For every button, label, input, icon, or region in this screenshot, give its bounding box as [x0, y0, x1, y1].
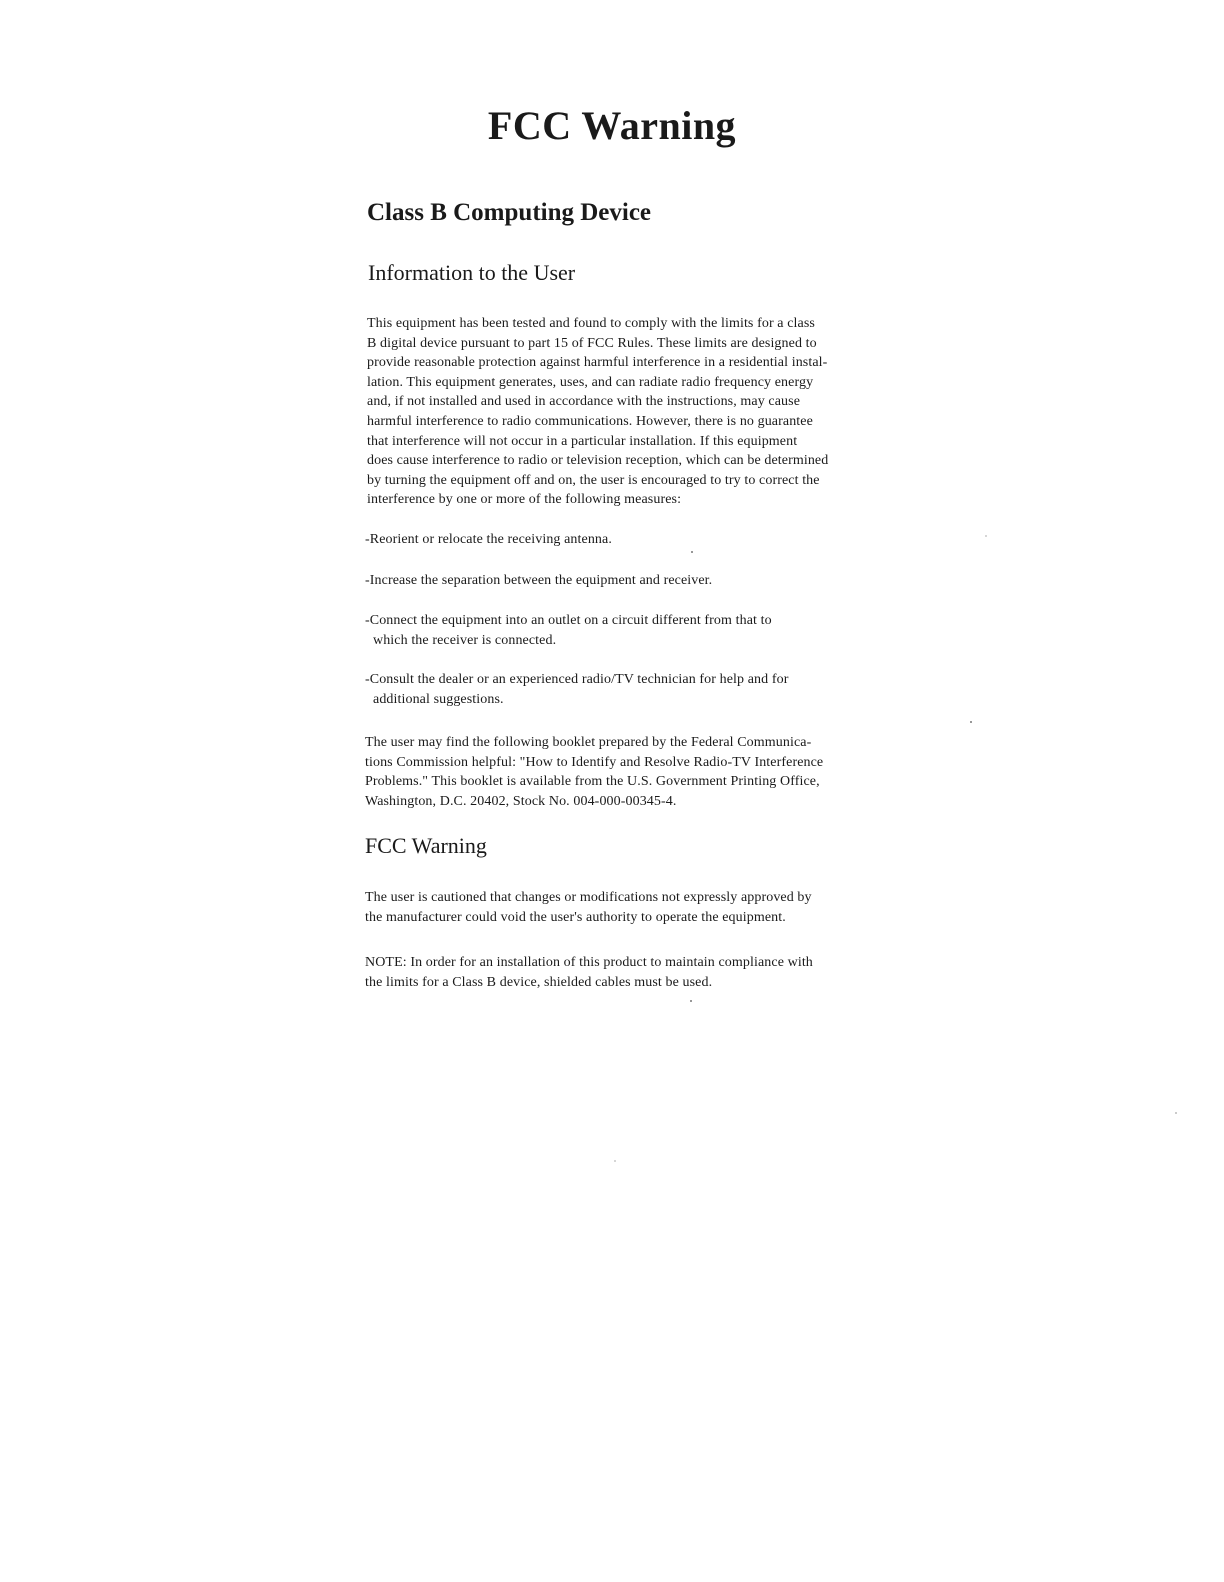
intro-line: lation. This equipment generates, uses, and can radiate radio frequency energy — [367, 374, 814, 390]
measure-consult-line: additional suggestions. — [373, 691, 504, 707]
intro-line: This equipment has been tested and found to comply with the limits for a class — [367, 316, 815, 331]
caution-line: The user is cautioned that changes or modifications not expressly approved by — [365, 890, 812, 905]
note-line: the limits for a Class B device, shielded cables must be used. — [365, 974, 713, 990]
intro-line: that interference will not occur in a particular installation. If this equipment — [367, 433, 798, 449]
measure-connect-line: -Connect the equipment into an outlet on a circuit different from that to — [365, 613, 772, 628]
measure-increase-separation: -Increase the separation between the equipment and receiver. — [365, 573, 713, 588]
scan-speck — [690, 1000, 692, 1002]
subheading-information-to-user: Information to the User — [368, 260, 576, 285]
note-paragraph — [365, 953, 925, 992]
measure-reorient: -Reorient or relocate the receiving antenna. — [365, 532, 612, 547]
intro-line: does cause interference to radio or television reception, which can be determined — [367, 453, 829, 469]
booklet-line: tions Commission helpful: "How to Identify and Resolve Radio-TV Interference — [365, 754, 824, 770]
measure-consult-dealer — [365, 670, 925, 709]
booklet-line: The user may find the following booklet prepared by the Federal Communica- — [365, 735, 812, 750]
intro-line: provide reasonable protection against harmful interference in a residential instal- — [367, 355, 828, 371]
booklet-paragraph — [365, 733, 925, 811]
intro-line: B digital device pursuant to part 15 of FCC Rules. These limits are designed to — [367, 335, 817, 351]
scan-speck — [691, 551, 693, 553]
subheading-fcc-warning: FCC Warning — [365, 833, 487, 858]
scan-speck — [614, 1160, 616, 1162]
scan-speck — [1175, 1112, 1177, 1114]
measure-consult-line: -Consult the dealer or an experienced radio/TV technician for help and for — [365, 672, 789, 687]
scan-speck — [985, 535, 987, 537]
intro-line: interference by one or more of the following measures: — [367, 492, 682, 508]
scan-speck — [970, 721, 972, 723]
booklet-line: Washington, D.C. 20402, Stock No. 004-000-00345-4. — [365, 793, 677, 809]
page-title: FCC Warning — [487, 103, 737, 148]
intro-line: and, if not installed and used in accordance with the instructions, may cause — [367, 394, 801, 410]
intro-line: harmful interference to radio communications. However, there is no guarantee — [367, 413, 813, 429]
measure-connect-outlet — [365, 611, 925, 650]
intro-paragraph — [367, 314, 927, 510]
booklet-line: Problems." This booklet is available from the U.S. Government Printing Office, — [365, 774, 820, 790]
measure-connect-line: which the receiver is connected. — [373, 632, 557, 648]
intro-line: by turning the equipment off and on, the user is encouraged to try to correct the — [367, 472, 820, 488]
caution-paragraph — [365, 888, 925, 927]
section-heading-class-b: Class B Computing Device — [367, 199, 652, 226]
caution-line: the manufacturer could void the user's authority to operate the equipment. — [365, 909, 786, 925]
note-line: NOTE: In order for an installation of this product to maintain compliance with — [365, 955, 813, 970]
